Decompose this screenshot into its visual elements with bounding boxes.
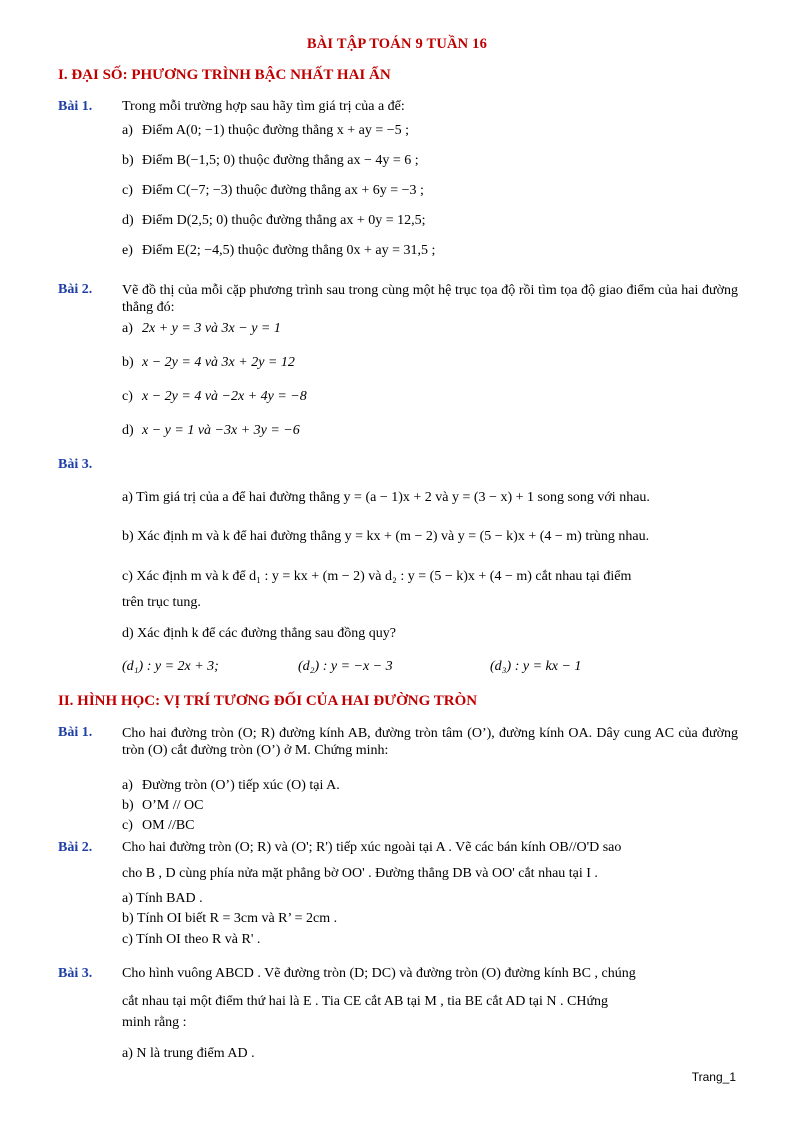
s2-bai2-line1: Cho hai đường tròn (O; R) và (O'; R') tiếp xúc ngoài tại A . Vẽ các bán kính OB//O'D sao — [122, 840, 622, 855]
s2-bai1-item-c: c) OM //BC — [122, 818, 195, 833]
s1-bai3-b: b) Xác định m và k để hai đường thẳng y = kx + (m − 2) và y = (5 − k)x + (4 − m) trùng nhau. — [122, 529, 650, 544]
s2-bai1-item-a: a) Đường tròn (O’) tiếp xúc (O) tại A. — [122, 778, 340, 793]
s1-bai1-intro: Trong mỗi trường hợp sau hãy tìm giá trị của a để: — [122, 99, 405, 114]
page-title: BÀI TẬP TOÁN 9 TUẦN 16 — [306, 36, 488, 52]
section-geometry-heading: II. HÌNH HỌC: VỊ TRÍ TƯƠNG ĐỐI CỦA HAI ĐƯỜNG TRÒN — [58, 693, 478, 709]
s1-bai1-label: Bài 1. — [58, 99, 93, 114]
s1-bai2-item-a: a) 2x + y = 3 và 3x − y = 1 — [122, 321, 281, 336]
s1-bai1-item-c: c) Điểm C(−7; −3) thuộc đường thẳng ax + 6y = −3 ; — [122, 183, 424, 198]
s1-bai3-label: Bài 3. — [58, 457, 93, 472]
s2-bai1-intro: Cho hai đường tròn (O; R) đường kính AB, đường tròn tâm (O’), đường kính OA. Dây cung AC của đường tròn (O) cắt đường tròn (O’) ở M. Chứng minh: — [122, 726, 738, 758]
s1-bai3-c-line2: trên trục tung. — [122, 595, 201, 610]
s2-bai1-item-b: b) O’M // OC — [122, 798, 204, 813]
s1-bai3-d1: (d₁) : y = 2x + 3; — [122, 659, 219, 674]
s1-bai2-item-c: c) x − 2y = 4 và −2x + 4y = −8 — [122, 389, 307, 404]
s1-bai3-c-line1: c) Xác định m và k để d₁ : y = kx + (m − 2) và d₂ : y = (5 − k)x + (4 − m) cắt nhau tại điểm — [122, 569, 632, 584]
s1-bai2-label: Bài 2. — [58, 282, 93, 297]
s2-bai1-label: Bài 1. — [58, 725, 93, 740]
s1-bai1-item-e: e) Điểm E(2; −4,5) thuộc đường thẳng 0x + ay = 31,5 ; — [122, 243, 436, 258]
s2-bai3-line3: minh rằng : — [122, 1015, 187, 1030]
s2-bai3-line1: Cho hình vuông ABCD . Vẽ đường tròn (D; DC) và đường tròn (O) đường kính BC , chúng — [122, 966, 636, 981]
s2-bai3-label: Bài 3. — [58, 966, 93, 981]
s1-bai2-intro: Vẽ đồ thị của mỗi cặp phương trình sau trong cùng một hệ trục tọa độ rồi tìm tọa độ giao điểm của hai đường thẳng đó: — [122, 283, 738, 315]
s2-bai2-b: b) Tính OI biết R = 3cm và R’ = 2cm . — [122, 911, 338, 926]
s2-bai3-line2: cắt nhau tại một điểm thứ hai là E . Tia CE cắt AB tại M , tia BE cắt AD tại N . CHứng — [122, 994, 609, 1009]
s2-bai3-a: a) N là trung điểm AD . — [122, 1046, 255, 1061]
s1-bai2-item-b: b) x − 2y = 4 và 3x + 2y = 12 — [122, 355, 295, 370]
s2-bai2-line2: cho B , D cùng phía nửa mặt phẳng bờ OO' . Đường thẳng DB và OO' cắt nhau tại I . — [122, 866, 598, 881]
s2-bai2-label: Bài 2. — [58, 840, 93, 855]
s1-bai3-d2: (d₂) : y = −x − 3 — [298, 659, 393, 674]
section-algebra-heading: I. ĐẠI SỐ: PHƯƠNG TRÌNH BẬC NHẤT HAI ẨN — [58, 67, 391, 83]
s1-bai1-item-a: a) Điểm A(0; −1) thuộc đường thẳng x + ay = −5 ; — [122, 123, 410, 138]
s1-bai2-item-d: d) x − y = 1 và −3x + 3y = −6 — [122, 423, 300, 438]
s1-bai1-item-d: d) Điểm D(2,5; 0) thuộc đường thẳng ax + 0y = 12,5; — [122, 213, 426, 228]
s1-bai3-d: d) Xác định k để các đường thẳng sau đồng quy? — [122, 626, 396, 641]
page-footer: Trang_1 — [691, 1070, 736, 1084]
s1-bai3-d3: (d₃) : y = kx − 1 — [490, 659, 582, 674]
s2-bai2-a: a) Tính BAD . — [122, 891, 203, 906]
s1-bai3-a: a) Tìm giá trị của a để hai đường thẳng y = (a − 1)x + 2 và y = (3 − x) + 1 song song với nhau. — [122, 490, 650, 505]
s2-bai2-c: c) Tính OI theo R và R' . — [122, 932, 261, 947]
s1-bai1-item-b: b) Điểm B(−1,5; 0) thuộc đường thẳng ax − 4y = 6 ; — [122, 153, 419, 168]
